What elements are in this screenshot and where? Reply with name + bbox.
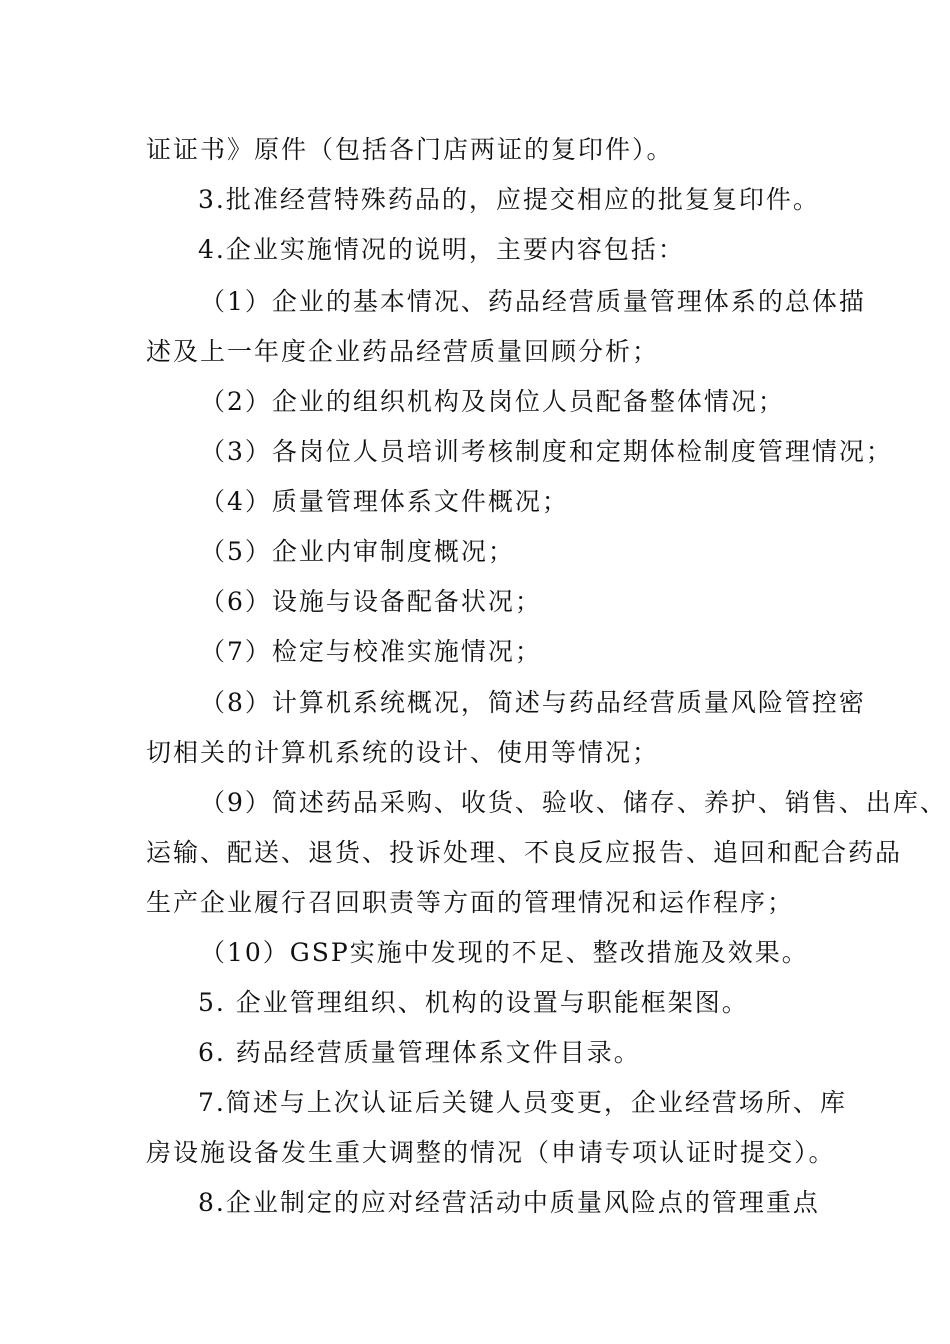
text-line-sub-8-cont: 切相关的计算机系统的设计、使用等情况； (146, 738, 660, 767)
text-line-sub-2: （2）企业的组织机构及岗位人员配备整体情况； (200, 387, 785, 416)
text-line-sub-8: （8）计算机系统概况，简述与药品经营质量风险管控密 (200, 688, 866, 717)
text-line-sub-9: （9）简述药品采购、收货、验收、储存、养护、销售、出库、 (200, 788, 947, 817)
text-line-sub-4: （4）质量管理体系文件概况； (200, 487, 569, 516)
text-line-item-7-cont: 房设施设备发生重大调整的情况（申请专项认证时提交）。 (146, 1138, 836, 1167)
text-line-sub-1: （1）企业的基本情况、药品经营质量管理体系的总体描 (200, 287, 866, 316)
text-line-sub-9-cont-2: 生产企业履行召回职责等方面的管理情况和运作程序； (146, 888, 795, 917)
text-line-item-5: 5. 企业管理组织、机构的设置与职能框架图。 (198, 988, 749, 1017)
text-line-sub-1-cont: 述及上一年度企业药品经营质量回顾分析； (146, 337, 660, 366)
text-line-sub-7: （7）检定与校准实施情况； (200, 637, 542, 666)
text-line-sub-5: （5）企业内审制度概况； (200, 537, 515, 566)
text-line-sub-9-cont-1: 运输、配送、退货、投诉处理、不良反应报告、追回和配合药品 (146, 838, 903, 867)
text-line-sub-10: （10）GSP实施中发现的不足、整改措施及效果。 (200, 938, 809, 967)
text-line-item-6: 6. 药品经营质量管理体系文件目录。 (198, 1038, 641, 1067)
text-line-item-7: 7.简述与上次认证后关键人员变更，企业经营场所、库 (198, 1088, 847, 1117)
text-line-item-4: 4.企业实施情况的说明，主要内容包括： (198, 235, 685, 264)
text-line-sub-6: （6）设施与设备配备状况； (200, 587, 542, 616)
text-line-sub-3: （3）各岗位人员培训考核制度和定期体检制度管理情况； (200, 437, 893, 466)
text-line-item-3: 3.批准经营特殊药品的，应提交相应的批复复印件。 (198, 185, 820, 214)
text-line-continuation: 证证书》原件（包括各门店两证的复印件）。 (146, 135, 674, 164)
text-line-item-8: 8.企业制定的应对经营活动中质量风险点的管理重点 (198, 1188, 820, 1217)
